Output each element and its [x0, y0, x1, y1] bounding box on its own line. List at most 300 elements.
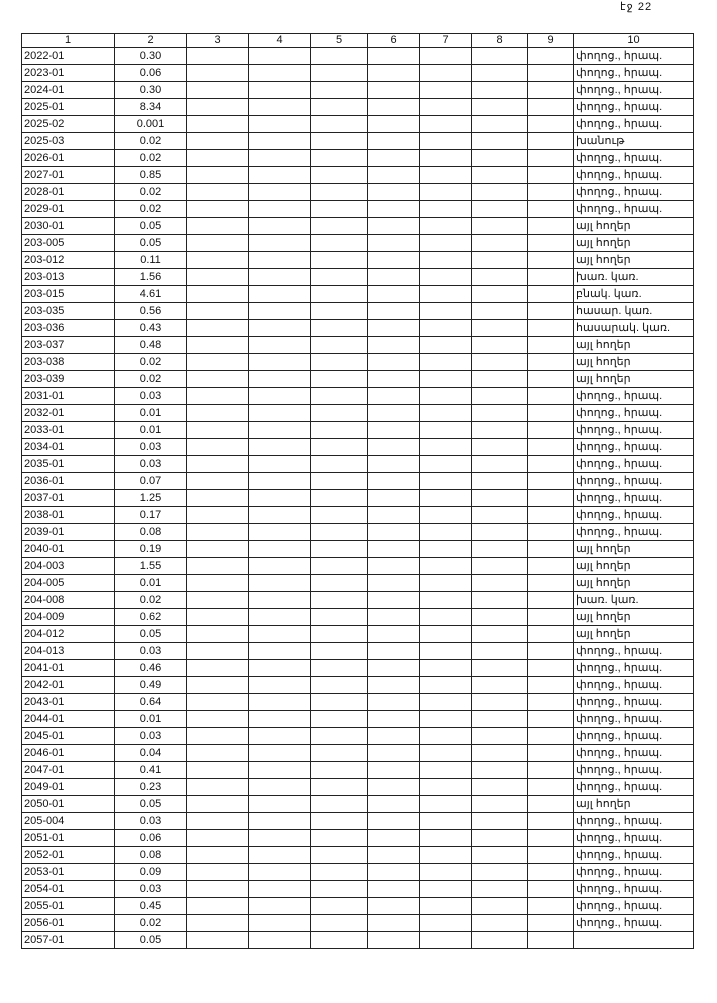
table-row: [22, 371, 694, 388]
area-value-cell: 0.02: [115, 201, 187, 218]
empty-cell: [249, 184, 311, 201]
parcel-code-cell: 2056-01: [22, 915, 115, 932]
empty-cell: [368, 592, 420, 609]
empty-cell: [249, 558, 311, 575]
area-value-cell: 0.03: [115, 439, 187, 456]
table-row: [22, 456, 694, 473]
empty-cell: [528, 813, 574, 830]
empty-cell: [420, 728, 472, 745]
land-use-note-cell: փողոց., հրապ.: [574, 711, 694, 728]
empty-cell: [311, 439, 368, 456]
empty-cell: [528, 235, 574, 252]
parcel-code-cell: 2041-01: [22, 660, 115, 677]
area-value-cell: 0.49: [115, 677, 187, 694]
parcel-code-cell: 2045-01: [22, 728, 115, 745]
land-register-table: [21, 33, 694, 949]
empty-cell: [249, 592, 311, 609]
table-row: [22, 235, 694, 252]
empty-cell: [528, 65, 574, 82]
empty-cell: [420, 541, 472, 558]
empty-cell: [528, 456, 574, 473]
empty-cell: [187, 881, 249, 898]
empty-cell: [249, 847, 311, 864]
parcel-code-cell: 2057-01: [22, 932, 115, 949]
empty-cell: [368, 796, 420, 813]
empty-cell: [249, 303, 311, 320]
empty-cell: [368, 388, 420, 405]
column-header: 8: [472, 34, 528, 48]
empty-cell: [528, 371, 574, 388]
empty-cell: [472, 473, 528, 490]
empty-cell: [187, 269, 249, 286]
empty-cell: [528, 745, 574, 762]
parcel-code-cell: 2051-01: [22, 830, 115, 847]
empty-cell: [472, 490, 528, 507]
empty-cell: [311, 711, 368, 728]
empty-cell: [311, 626, 368, 643]
empty-cell: [368, 218, 420, 235]
land-use-note-cell: այլ հողեր: [574, 354, 694, 371]
empty-cell: [528, 82, 574, 99]
empty-cell: [420, 694, 472, 711]
empty-cell: [249, 626, 311, 643]
empty-cell: [187, 456, 249, 473]
land-use-note-cell: [574, 932, 694, 949]
area-value-cell: 0.06: [115, 830, 187, 847]
area-value-cell: 0.08: [115, 524, 187, 541]
empty-cell: [311, 932, 368, 949]
empty-cell: [472, 405, 528, 422]
empty-cell: [187, 915, 249, 932]
parcel-code-cell: 2035-01: [22, 456, 115, 473]
empty-cell: [249, 677, 311, 694]
empty-cell: [249, 711, 311, 728]
empty-cell: [528, 354, 574, 371]
empty-cell: [249, 864, 311, 881]
land-use-note-cell: փողոց., հրապ.: [574, 762, 694, 779]
empty-cell: [249, 507, 311, 524]
parcel-code-cell: 2047-01: [22, 762, 115, 779]
area-value-cell: 0.07: [115, 473, 187, 490]
area-value-cell: 0.62: [115, 609, 187, 626]
empty-cell: [187, 745, 249, 762]
parcel-code-cell: 204-013: [22, 643, 115, 660]
empty-cell: [472, 524, 528, 541]
area-value-cell: 0.11: [115, 252, 187, 269]
empty-cell: [420, 473, 472, 490]
empty-cell: [472, 150, 528, 167]
empty-cell: [368, 201, 420, 218]
empty-cell: [187, 201, 249, 218]
empty-cell: [420, 116, 472, 133]
area-value-cell: 0.01: [115, 405, 187, 422]
empty-cell: [187, 150, 249, 167]
page-number-label: էջ 22: [620, 1, 653, 13]
area-value-cell: 0.45: [115, 898, 187, 915]
empty-cell: [420, 677, 472, 694]
area-value-cell: 0.02: [115, 371, 187, 388]
table-row: [22, 694, 694, 711]
area-value-cell: 0.02: [115, 184, 187, 201]
empty-cell: [368, 405, 420, 422]
empty-cell: [249, 932, 311, 949]
empty-cell: [420, 150, 472, 167]
area-value-cell: 0.02: [115, 133, 187, 150]
empty-cell: [368, 48, 420, 65]
land-use-note-cell: այլ հողեր: [574, 337, 694, 354]
parcel-code-cell: 203-012: [22, 252, 115, 269]
empty-cell: [311, 269, 368, 286]
table-row: [22, 354, 694, 371]
table-row: [22, 388, 694, 405]
empty-cell: [368, 881, 420, 898]
area-value-cell: 0.02: [115, 592, 187, 609]
empty-cell: [420, 847, 472, 864]
empty-cell: [187, 422, 249, 439]
land-use-note-cell: փողոց., հրապ.: [574, 694, 694, 711]
empty-cell: [472, 796, 528, 813]
empty-cell: [311, 524, 368, 541]
land-use-note-cell: խանութ: [574, 133, 694, 150]
empty-cell: [472, 371, 528, 388]
parcel-code-cell: 204-005: [22, 575, 115, 592]
empty-cell: [311, 116, 368, 133]
empty-cell: [472, 354, 528, 371]
empty-cell: [249, 354, 311, 371]
table-row: [22, 626, 694, 643]
empty-cell: [368, 864, 420, 881]
empty-cell: [368, 82, 420, 99]
empty-cell: [472, 575, 528, 592]
table-row: [22, 473, 694, 490]
table-row: [22, 133, 694, 150]
land-use-note-cell: այլ հողեր: [574, 252, 694, 269]
parcel-code-cell: 2036-01: [22, 473, 115, 490]
empty-cell: [368, 779, 420, 796]
empty-cell: [311, 490, 368, 507]
empty-cell: [420, 235, 472, 252]
land-use-note-cell: փողոց., հրապ.: [574, 779, 694, 796]
area-value-cell: 0.48: [115, 337, 187, 354]
empty-cell: [420, 371, 472, 388]
empty-cell: [472, 830, 528, 847]
parcel-code-cell: 205-004: [22, 813, 115, 830]
empty-cell: [249, 490, 311, 507]
land-use-note-cell: խառ. կառ.: [574, 592, 694, 609]
table-row: [22, 609, 694, 626]
empty-cell: [368, 626, 420, 643]
empty-cell: [311, 728, 368, 745]
empty-cell: [187, 99, 249, 116]
empty-cell: [249, 286, 311, 303]
empty-cell: [528, 422, 574, 439]
empty-cell: [249, 541, 311, 558]
empty-cell: [311, 388, 368, 405]
land-use-note-cell: փողոց., հրապ.: [574, 847, 694, 864]
empty-cell: [368, 660, 420, 677]
table-row: [22, 269, 694, 286]
area-value-cell: 0.09: [115, 864, 187, 881]
empty-cell: [187, 575, 249, 592]
area-value-cell: 0.05: [115, 218, 187, 235]
parcel-code-cell: 203-005: [22, 235, 115, 252]
land-use-note-cell: այլ հողեր: [574, 626, 694, 643]
empty-cell: [311, 881, 368, 898]
empty-cell: [472, 388, 528, 405]
empty-cell: [420, 524, 472, 541]
empty-cell: [420, 660, 472, 677]
empty-cell: [528, 830, 574, 847]
column-header: 1: [22, 34, 115, 48]
land-use-note-cell: այլ հողեր: [574, 371, 694, 388]
empty-cell: [472, 99, 528, 116]
land-use-note-cell: փողոց., հրապ.: [574, 728, 694, 745]
empty-cell: [528, 320, 574, 337]
empty-cell: [187, 473, 249, 490]
land-use-note-cell: փողոց., հրապ.: [574, 48, 694, 65]
empty-cell: [311, 592, 368, 609]
empty-cell: [368, 116, 420, 133]
empty-cell: [528, 677, 574, 694]
empty-cell: [420, 881, 472, 898]
empty-cell: [249, 643, 311, 660]
empty-cell: [528, 779, 574, 796]
empty-cell: [311, 337, 368, 354]
empty-cell: [528, 694, 574, 711]
table-row: [22, 762, 694, 779]
empty-cell: [368, 643, 420, 660]
area-value-cell: 0.02: [115, 354, 187, 371]
empty-cell: [311, 167, 368, 184]
land-use-note-cell: այլ հողեր: [574, 541, 694, 558]
land-use-note-cell: փողոց., հրապ.: [574, 881, 694, 898]
empty-cell: [187, 218, 249, 235]
empty-cell: [311, 150, 368, 167]
empty-cell: [420, 609, 472, 626]
column-header: 3: [187, 34, 249, 48]
empty-cell: [420, 439, 472, 456]
empty-cell: [472, 218, 528, 235]
empty-cell: [249, 269, 311, 286]
parcel-code-cell: 2026-01: [22, 150, 115, 167]
empty-cell: [420, 898, 472, 915]
land-use-note-cell: փողոց., հրապ.: [574, 813, 694, 830]
empty-cell: [368, 711, 420, 728]
empty-cell: [249, 235, 311, 252]
empty-cell: [420, 218, 472, 235]
empty-cell: [472, 847, 528, 864]
area-value-cell: 0.17: [115, 507, 187, 524]
parcel-code-cell: 2025-02: [22, 116, 115, 133]
parcel-code-cell: 204-008: [22, 592, 115, 609]
empty-cell: [368, 694, 420, 711]
empty-cell: [420, 745, 472, 762]
empty-cell: [472, 167, 528, 184]
parcel-code-cell: 203-013: [22, 269, 115, 286]
land-use-note-cell: փողոց., հրապ.: [574, 643, 694, 660]
empty-cell: [187, 405, 249, 422]
empty-cell: [249, 881, 311, 898]
land-use-note-cell: փողոց., հրապ.: [574, 65, 694, 82]
land-use-note-cell: փողոց., հրապ.: [574, 388, 694, 405]
empty-cell: [311, 48, 368, 65]
empty-cell: [187, 592, 249, 609]
empty-cell: [528, 218, 574, 235]
empty-cell: [472, 932, 528, 949]
land-use-note-cell: այլ հողեր: [574, 218, 694, 235]
empty-cell: [528, 643, 574, 660]
empty-cell: [528, 762, 574, 779]
empty-cell: [368, 813, 420, 830]
area-value-cell: 0.05: [115, 932, 187, 949]
empty-cell: [311, 915, 368, 932]
empty-cell: [472, 660, 528, 677]
empty-cell: [368, 898, 420, 915]
empty-cell: [368, 609, 420, 626]
empty-cell: [472, 65, 528, 82]
empty-cell: [187, 184, 249, 201]
empty-cell: [528, 864, 574, 881]
parcel-code-cell: 2038-01: [22, 507, 115, 524]
area-value-cell: 4.61: [115, 286, 187, 303]
empty-cell: [420, 864, 472, 881]
area-value-cell: 0.30: [115, 48, 187, 65]
land-use-note-cell: խառ. կառ.: [574, 269, 694, 286]
empty-cell: [368, 762, 420, 779]
empty-cell: [472, 745, 528, 762]
empty-cell: [528, 133, 574, 150]
empty-cell: [368, 320, 420, 337]
empty-cell: [249, 915, 311, 932]
empty-cell: [472, 507, 528, 524]
empty-cell: [249, 48, 311, 65]
empty-cell: [249, 728, 311, 745]
empty-cell: [420, 558, 472, 575]
empty-cell: [311, 286, 368, 303]
empty-cell: [528, 286, 574, 303]
empty-cell: [368, 354, 420, 371]
empty-cell: [528, 269, 574, 286]
table-row: [22, 439, 694, 456]
area-value-cell: 0.06: [115, 65, 187, 82]
table-row: [22, 541, 694, 558]
table-row: [22, 150, 694, 167]
empty-cell: [311, 541, 368, 558]
empty-cell: [368, 167, 420, 184]
parcel-code-cell: 2033-01: [22, 422, 115, 439]
empty-cell: [472, 116, 528, 133]
empty-cell: [420, 779, 472, 796]
empty-cell: [528, 932, 574, 949]
table-row: [22, 898, 694, 915]
empty-cell: [311, 320, 368, 337]
table-row: [22, 184, 694, 201]
empty-cell: [420, 337, 472, 354]
parcel-code-cell: 203-036: [22, 320, 115, 337]
land-use-note-cell: փողոց., հրապ.: [574, 490, 694, 507]
empty-cell: [249, 813, 311, 830]
empty-cell: [528, 728, 574, 745]
empty-cell: [472, 269, 528, 286]
parcel-code-cell: 203-037: [22, 337, 115, 354]
empty-cell: [472, 82, 528, 99]
empty-cell: [420, 456, 472, 473]
empty-cell: [187, 847, 249, 864]
parcel-code-cell: 2055-01: [22, 898, 115, 915]
land-use-note-cell: այլ հողեր: [574, 796, 694, 813]
land-use-note-cell: փողոց., հրապ.: [574, 745, 694, 762]
parcel-code-cell: 2024-01: [22, 82, 115, 99]
parcel-code-cell: 203-015: [22, 286, 115, 303]
table-row: [22, 796, 694, 813]
empty-cell: [311, 558, 368, 575]
land-use-note-cell: փողոց., հրապ.: [574, 116, 694, 133]
empty-cell: [311, 609, 368, 626]
empty-cell: [420, 269, 472, 286]
column-header: 6: [368, 34, 420, 48]
empty-cell: [528, 184, 574, 201]
table-row: [22, 48, 694, 65]
land-use-note-cell: փողոց., հրապ.: [574, 439, 694, 456]
area-value-cell: 0.43: [115, 320, 187, 337]
empty-cell: [420, 830, 472, 847]
empty-cell: [368, 507, 420, 524]
empty-cell: [420, 354, 472, 371]
empty-cell: [420, 167, 472, 184]
empty-cell: [368, 575, 420, 592]
empty-cell: [249, 898, 311, 915]
parcel-code-cell: 2054-01: [22, 881, 115, 898]
empty-cell: [249, 82, 311, 99]
empty-cell: [311, 422, 368, 439]
table-row: [22, 847, 694, 864]
empty-cell: [311, 796, 368, 813]
empty-cell: [187, 65, 249, 82]
empty-cell: [249, 456, 311, 473]
area-value-cell: 0.85: [115, 167, 187, 184]
empty-cell: [249, 65, 311, 82]
empty-cell: [311, 303, 368, 320]
empty-cell: [249, 405, 311, 422]
empty-cell: [187, 762, 249, 779]
empty-cell: [472, 184, 528, 201]
table-row: [22, 422, 694, 439]
empty-cell: [249, 762, 311, 779]
area-value-cell: 0.001: [115, 116, 187, 133]
area-value-cell: 0.03: [115, 388, 187, 405]
empty-cell: [528, 898, 574, 915]
empty-cell: [249, 796, 311, 813]
empty-cell: [187, 354, 249, 371]
empty-cell: [472, 48, 528, 65]
empty-cell: [311, 82, 368, 99]
empty-cell: [472, 694, 528, 711]
area-value-cell: 0.03: [115, 643, 187, 660]
empty-cell: [528, 915, 574, 932]
empty-cell: [528, 609, 574, 626]
empty-cell: [249, 99, 311, 116]
empty-cell: [187, 388, 249, 405]
empty-cell: [472, 864, 528, 881]
empty-cell: [249, 388, 311, 405]
empty-cell: [528, 201, 574, 218]
area-value-cell: 0.02: [115, 915, 187, 932]
column-header: 10: [574, 34, 694, 48]
empty-cell: [368, 558, 420, 575]
empty-cell: [368, 677, 420, 694]
empty-cell: [249, 473, 311, 490]
empty-cell: [311, 371, 368, 388]
